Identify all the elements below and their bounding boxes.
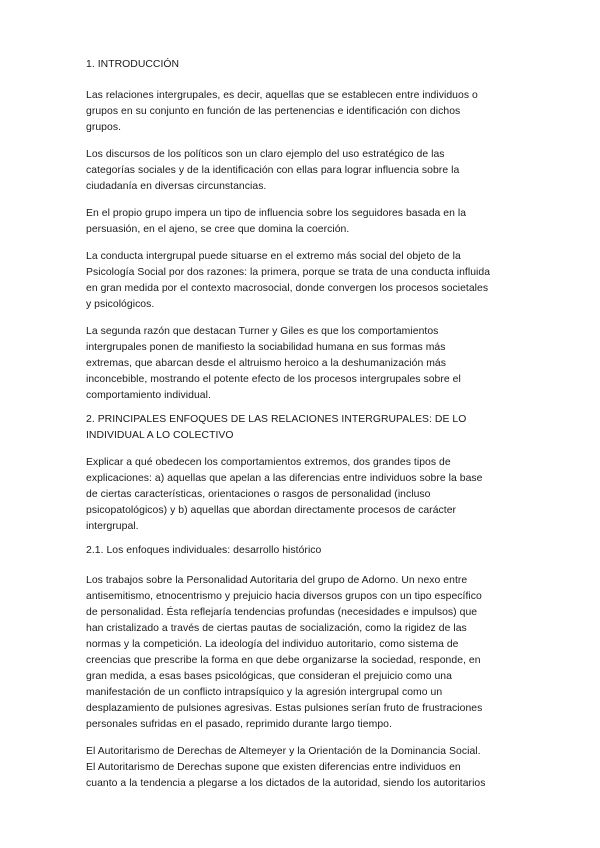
paragraph-line: inconcebible, mostrando el potente efecto de los procesos intergrupales sobre el: [86, 374, 461, 385]
paragraph-line: El Autoritarismo de Derechas de Altemeyer y la Orientación de la Dominancia Social.: [86, 746, 481, 757]
paragraph-line: En el propio grupo impera un tipo de influencia sobre los seguidores basada en la: [86, 208, 467, 219]
paragraph-line: cuanto a la tendencia a plegarse a los dictados de la autoridad, siendo los autoritarios: [86, 778, 486, 789]
paragraph-line: y psicológicos.: [86, 299, 155, 310]
paragraph-line: explicaciones: a) aquellas que apelan a las diferencias entre individuos sobre la base: [86, 473, 483, 484]
paragraph-line: de personalidad. Ésta reflejaría tendencias profundas (necesidades e impulsos) que: [86, 607, 478, 618]
paragraph-line: Psicología Social por dos razones: la primera, porque se trata de una conducta influida: [86, 267, 491, 278]
paragraph-line: de ciertas características, orientaciones o rasgos de personalidad (incluso: [86, 489, 431, 500]
heading-enfoques-individuales: 2.1. Los enfoques individuales: desarrollo histórico: [86, 545, 322, 556]
paragraph-line: La segunda razón que destacan Turner y Giles es que los comportamientos: [86, 326, 439, 337]
paragraph-line: gran medida, a esas bases psicológicas, que consideran el prejuicio como una: [86, 671, 452, 682]
heading-principales-enfoques: 2. PRINCIPALES ENFOQUES DE LAS RELACIONES INTERGRUPALES: DE LO: [86, 414, 467, 425]
paragraph-line: intergrupal.: [86, 521, 139, 532]
paragraph-line: antisemitismo, etnocentrismo y prejuicio hacia diversos grupos con un tipo específico: [86, 591, 482, 602]
paragraph-line: comportamiento individual.: [86, 390, 211, 401]
paragraph-line: han cristalizado a través de ciertas pautas de socialización, como la rigidez de las: [86, 623, 467, 634]
paragraph-line: Los trabajos sobre la Personalidad Autoritaria del grupo de Adorno. Un nexo entre: [86, 575, 468, 586]
paragraph-line: ciudadanía en diversas circunstancias.: [86, 181, 267, 192]
paragraph-line: personales sufridas en el pasado, reprimido durante largo tiempo.: [86, 719, 392, 730]
paragraph-line: Los discursos de los políticos son un claro ejemplo del uso estratégico de las: [86, 149, 445, 160]
paragraph-line: Explicar a qué obedecen los comportamientos extremos, dos grandes tipos de: [86, 457, 451, 468]
paragraph-line: normas y la competición. La ideología del individuo autoritario, como sistema de: [86, 639, 459, 650]
paragraph-line: intergrupales ponen de manifiesto la sociabilidad humana en sus formas más: [86, 342, 446, 353]
paragraph-line: creencias que prescribe la forma en que debe organizarse la sociedad, responde, en: [86, 655, 481, 666]
paragraph-line: Las relaciones intergrupales, es decir, aquellas que se establecen entre individuos o: [86, 90, 478, 101]
paragraph-line: manifestación de un conflicto intrapsíquico y la agresión intergrupal como un: [86, 687, 443, 698]
paragraph-line: desplazamiento de pulsiones agresivas. Estas pulsiones serían fruto de frustraciones: [86, 703, 483, 714]
paragraph-line: grupos.: [86, 122, 122, 133]
paragraph-line: en gran medida por el contexto macrosocial, donde convergen los procesos societales: [86, 283, 489, 294]
paragraph-line: grupos en su conjunto en función de las pertenencias e identificación con dichos: [86, 106, 461, 117]
heading-introduccion: 1. INTRODUCCIÓN: [86, 59, 180, 70]
paragraph-line: categorías sociales y de la identificación con ellas para lograr influencia sobre la: [86, 165, 460, 176]
paragraph-line: persuasión, en el ajeno, se cree que domina la coerción.: [86, 224, 350, 235]
paragraph-line: extremas, que abarcan desde el altruismo heroico a la deshumanización más: [86, 358, 447, 369]
paragraph-line: La conducta intergrupal puede situarse en el extremo más social del objeto de la: [86, 251, 461, 262]
paragraph-line: El Autoritarismo de Derechas supone que existen diferencias entre individuos en: [86, 762, 461, 773]
heading-principales-enfoques-cont: INDIVIDUAL A LO COLECTIVO: [86, 430, 234, 441]
paragraph-line: psicopatológicos) y b) aquellas que abordan directamente procesos de carácter: [86, 505, 457, 516]
